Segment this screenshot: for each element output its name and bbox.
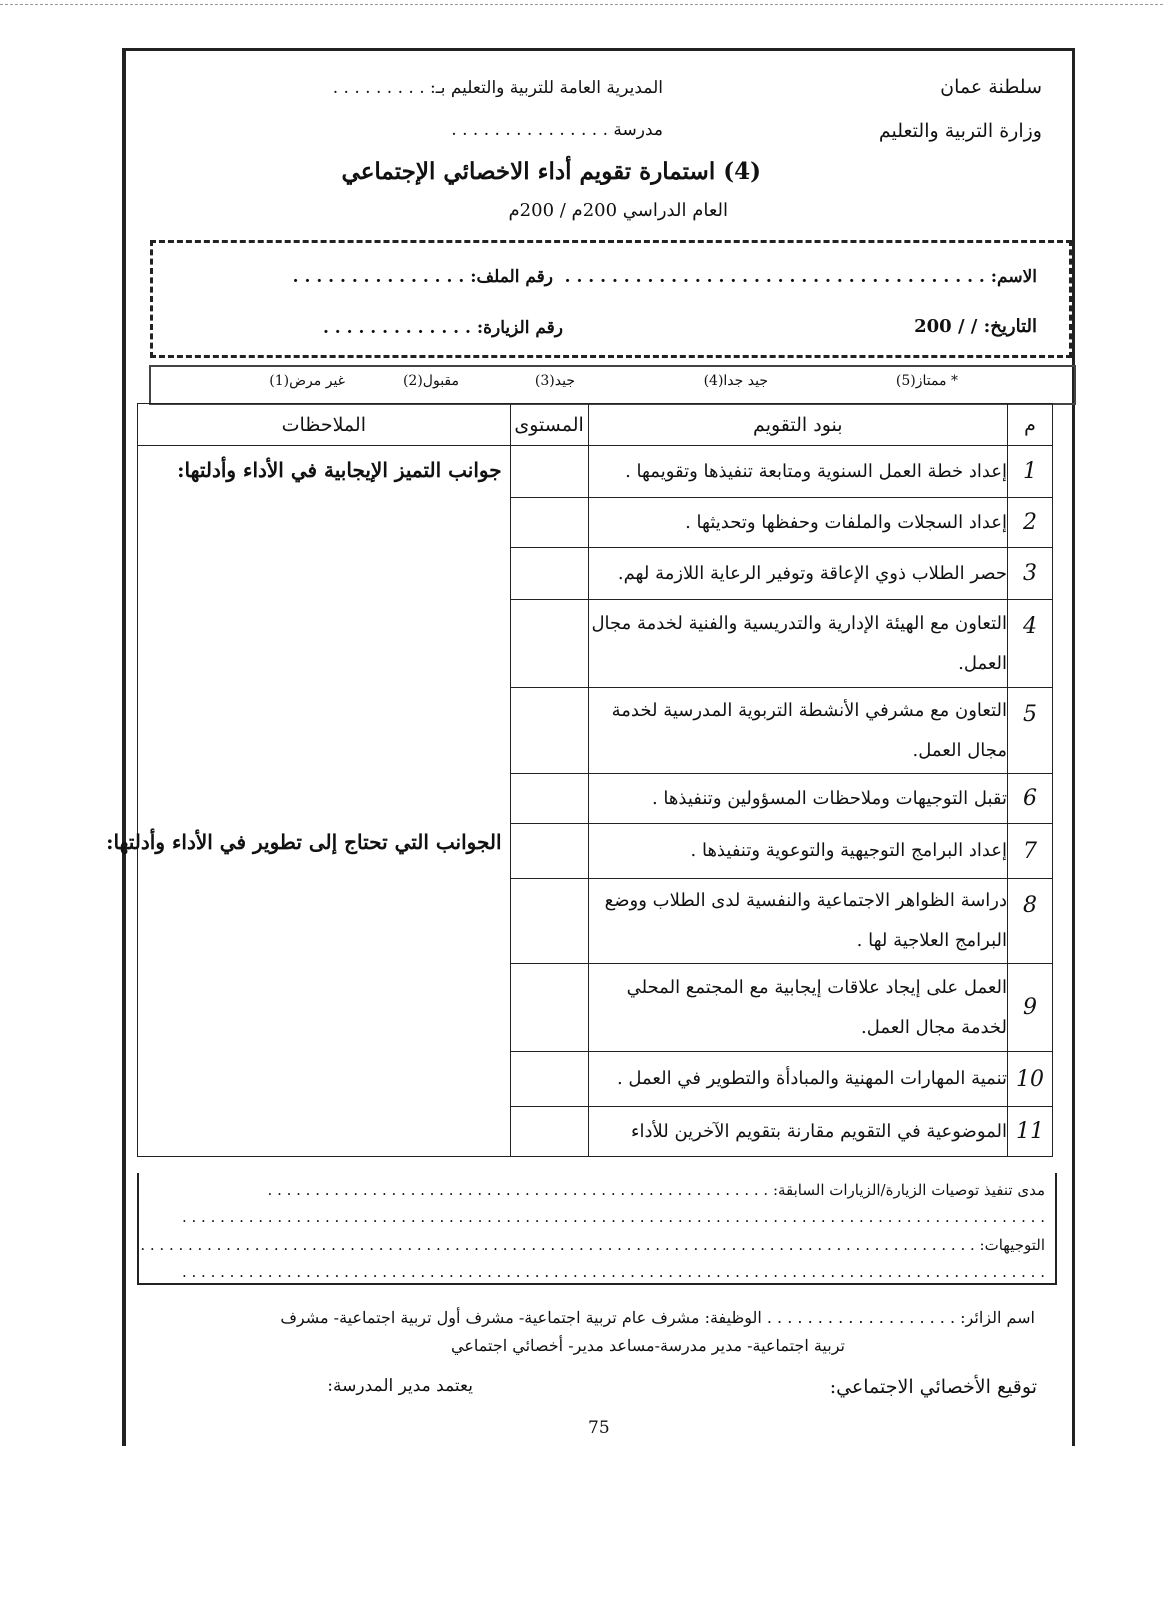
row-number: 2: [1008, 498, 1053, 548]
notes-positive-heading: جوانب التميز الإيجابية في الأداء وأدلتها:: [177, 458, 502, 482]
rating-very-good: جيد جدا(4): [703, 373, 768, 389]
row-item: تقبل التوجيهات وملاحظات المسؤولين وتنفيذها .: [588, 774, 1007, 824]
rating-good: جيد(3): [534, 373, 575, 389]
row-number: 1: [1008, 446, 1053, 498]
rating-unsatisfactory: غير مرض(1): [269, 373, 345, 389]
row-item: تنمية المهارات المهنية والمبادأة والتطوير في العمل .: [588, 1052, 1007, 1107]
col-items-header: بنود التقويم: [588, 404, 1007, 446]
table-row: [138, 446, 1053, 498]
info-box: [150, 240, 1072, 358]
directorate-field: المديرية العامة للتربية والتعليم بـ: . . . . . . . . .: [332, 78, 663, 98]
row-item: دراسة الظواهر الاجتماعية والنفسية لدى الطلاب ووضع البرامج العلاجية لها .: [588, 879, 1007, 964]
name-field: الاسم: . . . . . . . . . . . . . . . . . . . . . . . . . . . . . . . . . . . .: [564, 267, 1037, 287]
visit-number-field: رقم الزيارة: . . . . . . . . . . . . .: [322, 318, 563, 338]
principal-approval: يعتمد مدير المدرسة:: [327, 1376, 473, 1396]
level-cell[interactable]: [510, 824, 588, 879]
recommendations-field[interactable]: مدى تنفيذ توصيات الزيارة/الزيارات السابقة: . . . . . . . . . . . . . . . . . . . . . . . . . . . . . . . . . . . . . . . . . . . . . . . . . . . . .: [267, 1181, 1045, 1199]
level-cell[interactable]: [510, 446, 588, 498]
visitor-roles: تربية اجتماعية- مدير مدرسة-مساعد مدير- أخصائي اجتماعي: [450, 1336, 845, 1355]
row-item: إعداد البرامج التوجيهية والتوعوية وتنفيذها .: [588, 824, 1007, 879]
level-cell[interactable]: [510, 964, 588, 1052]
col-level-header: المستوى: [510, 404, 588, 446]
rating-acceptable: مقبول(2): [402, 373, 459, 389]
row-item: التعاون مع الهيئة الإدارية والتدريسية والفنية لخدمة مجال العمل.: [588, 600, 1007, 688]
guidance-line[interactable]: . . . . . . . . . . . . . . . . . . . . . . . . . . . . . . . . . . . . . . . . . . . . . . . . . . . . . . . . . . . . . . . . . . . . . . . . . . . . . . . . . . . . . . . . . . .: [181, 1263, 1045, 1281]
level-cell[interactable]: [510, 879, 588, 964]
level-cell[interactable]: [510, 1107, 588, 1157]
academic-year: العام الدراسي 200م / 200م: [508, 200, 728, 221]
col-num-header: م: [1008, 404, 1053, 446]
row-item: العمل على إيجاد علاقات إيجابية مع المجتمع المحلي لخدمة مجال العمل.: [588, 964, 1007, 1052]
form-title: (4) استمارة تقويم أداء الاخصائي الإجتماعي: [341, 158, 761, 185]
row-number: 6: [1008, 774, 1053, 824]
social-worker-signature: توقيع الأخصائي الاجتماعي:: [829, 1376, 1037, 1398]
row-number: 8: [1008, 879, 1053, 964]
level-cell[interactable]: [510, 498, 588, 548]
row-number: 3: [1008, 548, 1053, 600]
notes-improve-heading: الجوانب التي تحتاج إلى تطوير في الأداء وأدلتها:: [106, 830, 502, 854]
row-number: 4: [1008, 600, 1053, 688]
level-cell[interactable]: [510, 688, 588, 774]
file-number-field: رقم الملف: . . . . . . . . . . . . . . .: [292, 267, 553, 287]
level-cell[interactable]: [510, 548, 588, 600]
row-item: التعاون مع مشرفي الأنشطة التربوية المدرسية لخدمة مجال العمل.: [588, 688, 1007, 774]
level-cell[interactable]: [510, 600, 588, 688]
guidance-field[interactable]: التوجيهات: . . . . . . . . . . . . . . . . . . . . . . . . . . . . . . . . . . . . . . . . . . . . . . . . . . . . . . . . . . . . . . . . . . . . . . . . . . . . . . . . . . . . . . . .: [140, 1236, 1045, 1254]
row-item: إعداد السجلات والملفات وحفظها وتحديثها .: [588, 498, 1007, 548]
level-cell[interactable]: [510, 774, 588, 824]
row-number: 9: [1008, 964, 1053, 1052]
notes-cell[interactable]: [106, 446, 511, 1157]
col-notes-header: الملاحظات: [138, 404, 511, 446]
row-item: حصر الطلاب ذوي الإعاقة وتوفير الرعاية اللازمة لهم.: [588, 548, 1007, 600]
page-number: 75: [588, 1418, 610, 1438]
row-number: 5: [1008, 688, 1053, 774]
table-header-row: [138, 404, 1053, 446]
school-field: مدرسة . . . . . . . . . . . . . . .: [451, 120, 663, 140]
row-item: إعداد خطة العمل السنوية ومتابعة تنفيذها وتقويمها .: [588, 446, 1007, 498]
top-dashed-edge: [0, 4, 1163, 5]
row-number: 11: [1008, 1107, 1053, 1157]
row-number: 10: [1008, 1052, 1053, 1107]
date-field: التاريخ: / / 200: [914, 316, 1037, 337]
recommendations-line[interactable]: . . . . . . . . . . . . . . . . . . . . . . . . . . . . . . . . . . . . . . . . . . . . . . . . . . . . . . . . . . . . . . . . . . . . . . . . . . . . . . . . . . . . . . . . . . .: [181, 1208, 1045, 1226]
evaluation-table: [106, 403, 1053, 1157]
row-item: الموضوعية في التقويم مقارنة بتقويم الآخرين للأداء: [588, 1107, 1007, 1157]
ministry-name: وزارة التربية والتعليم: [878, 120, 1042, 142]
row-number: 7: [1008, 824, 1053, 879]
country-name: سلطنة عمان: [940, 76, 1042, 98]
visitor-info: اسم الزائر: . . . . . . . . . . . . . . . . . . . الوظيفة: مشرف عام تربية اجتماعية- مشرف أول تربية اجتماعية- مشرف: [280, 1308, 1035, 1327]
level-cell[interactable]: [510, 1052, 588, 1107]
rating-excellent: * ممتاز(5): [895, 373, 958, 389]
